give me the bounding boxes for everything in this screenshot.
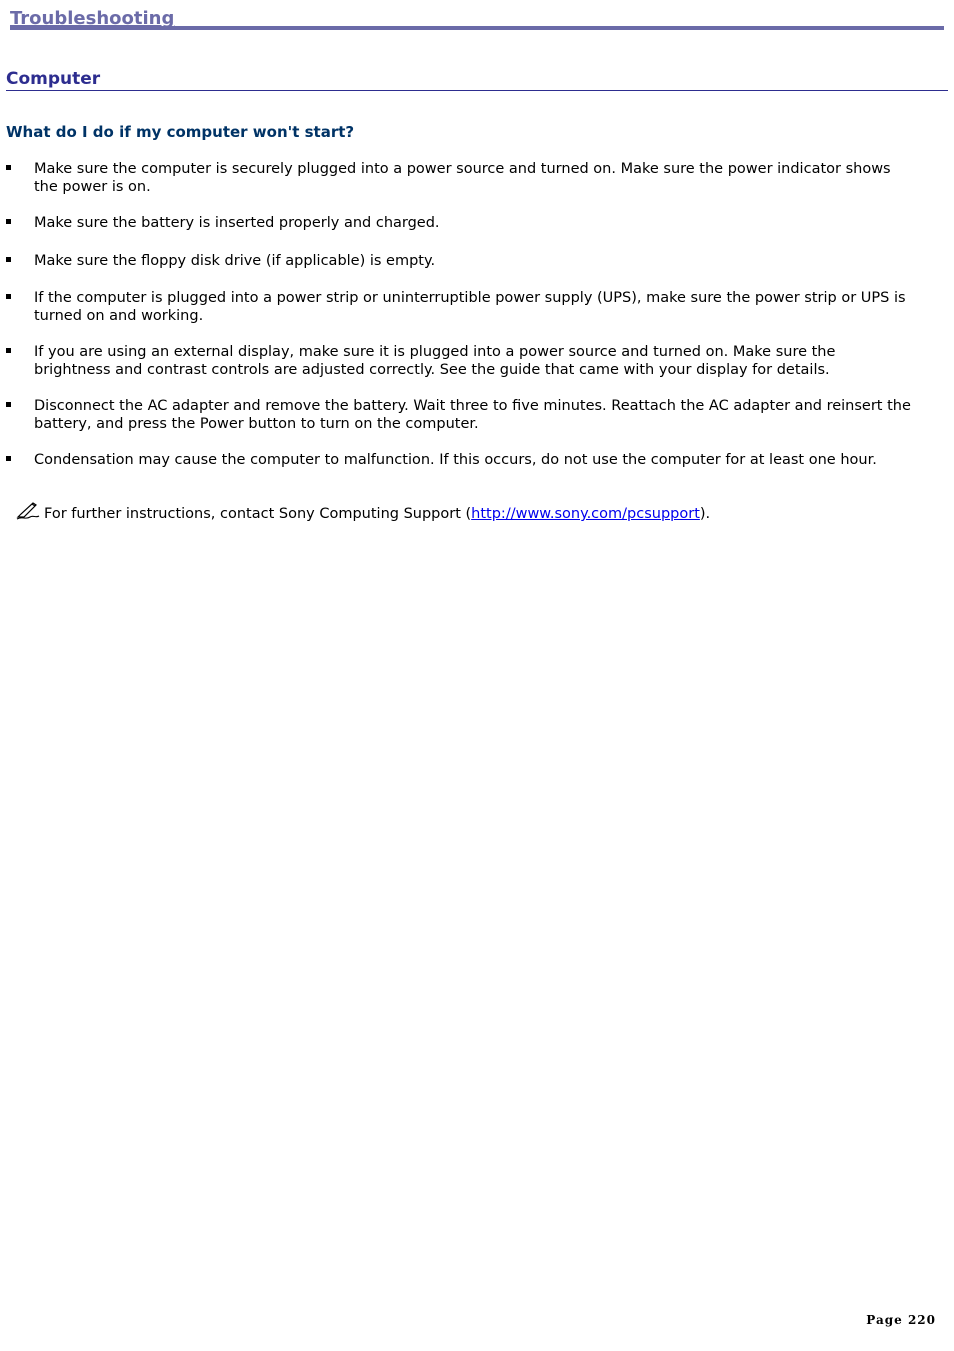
note-prefix: For further instructions, contact Sony Computing Support ( bbox=[44, 506, 472, 522]
section-heading bbox=[6, 68, 948, 91]
list-item-text: Make sure the floppy disk drive (if applicable) is empty. bbox=[34, 253, 436, 269]
bullet-square-icon bbox=[6, 257, 11, 262]
list-item-text: If you are using an external display, make sure it is plugged into a power source and turned on. Make sure the brightness and contrast controls are adjusted correctly. See the guide that came with your display for details. bbox=[34, 344, 836, 378]
bullet-square-icon bbox=[6, 402, 11, 407]
list-item-text: If the computer is plugged into a power strip or uninterruptible power supply (UPS), make sure the power strip or UPS is turned on and working. bbox=[34, 290, 906, 324]
bullet-square-icon bbox=[6, 165, 11, 170]
support-link[interactable]: http://www.sony.com/pcsupport bbox=[471, 506, 700, 522]
support-note bbox=[16, 502, 710, 524]
note-suffix: ). bbox=[699, 506, 711, 522]
question-heading: What do I do if my computer won't start? bbox=[6, 123, 355, 141]
section-title: Computer bbox=[6, 69, 101, 89]
bullet-square-icon bbox=[6, 219, 11, 224]
page-number: Page 220 bbox=[866, 1313, 936, 1327]
list-item-text: Make sure the computer is securely plugged into a power source and turned on. Make sure the power indicator shows the power is on. bbox=[34, 161, 891, 195]
bullet-square-icon bbox=[6, 348, 11, 353]
note-pencil-icon bbox=[16, 502, 40, 520]
bullet-square-icon bbox=[6, 456, 11, 461]
bullet-square-icon bbox=[6, 294, 11, 299]
page-banner bbox=[10, 8, 944, 30]
list-item-text: Condensation may cause the computer to malfunction. If this occurs, do not use the computer for at least one hour. bbox=[34, 452, 877, 468]
list-item-text: Make sure the battery is inserted properly and charged. bbox=[34, 215, 440, 231]
list-item-text: Disconnect the AC adapter and remove the battery. Wait three to five minutes. Reattach the AC adapter and reinsert the battery, and press the Power button to turn on the computer. bbox=[34, 398, 911, 432]
banner-title[interactable]: Troubleshooting bbox=[10, 8, 175, 29]
